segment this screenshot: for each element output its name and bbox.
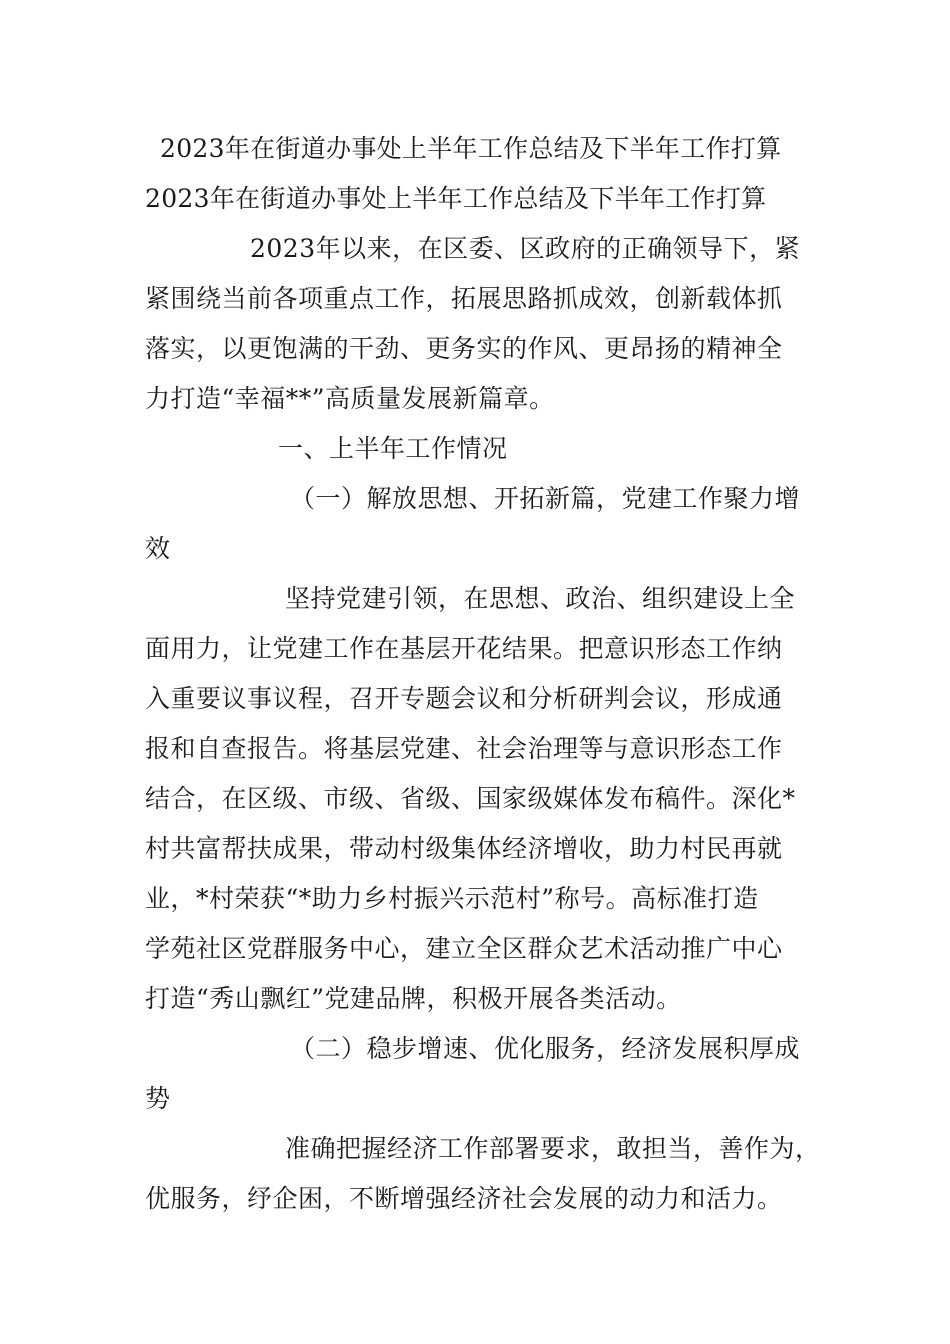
paragraph-line: 学苑社区党群服务中心，建立全区群众艺术活动推广中心 bbox=[145, 934, 783, 963]
paragraph-line: 打造“秀山飘红”党建品牌，积极开展各类活动。 bbox=[145, 984, 682, 1013]
intro-line-1: 2023年以来，在区委、区政府的正确领导下，紧 bbox=[250, 234, 801, 263]
paragraph-line: 报和自查报告。将基层党建、社会治理等与意识形态工作 bbox=[145, 734, 783, 763]
paragraph-line: 准确把握经济工作部署要求，敢担当，善作为， bbox=[285, 1134, 821, 1163]
subsection-2-heading-line-2: 势 bbox=[145, 1084, 171, 1113]
paragraph-line: 村共富帮扶成果，带动村级集体经济增收，助力村民再就 bbox=[145, 834, 783, 863]
document-title: 2023年在街道办事处上半年工作总结及下半年工作打算 bbox=[160, 134, 782, 163]
intro-line-3: 落实，以更饱满的干劲、更务实的作风、更昂扬的精神全 bbox=[145, 334, 783, 363]
paragraph-line: 入重要议事议程，召开专题会议和分析研判会议，形成通 bbox=[145, 684, 783, 713]
subsection-1-heading-line-1: （一）解放思想、开拓新篇，党建工作聚力增 bbox=[290, 484, 801, 513]
document-title-repeat: 2023年在街道办事处上半年工作总结及下半年工作打算 bbox=[145, 184, 767, 213]
intro-line-2: 紧围绕当前各项重点工作，拓展思路抓成效，创新载体抓 bbox=[145, 284, 783, 313]
paragraph-line: 结合，在区级、市级、省级、国家级媒体发布稿件。深化* bbox=[145, 784, 796, 813]
section-heading: 一、上半年工作情况 bbox=[278, 434, 508, 463]
paragraph-line: 业，*村荣获“*助力乡村振兴示范村”称号。高标准打造 bbox=[145, 884, 759, 913]
paragraph-line: 坚持党建引领，在思想、政治、组织建设上全 bbox=[285, 584, 796, 613]
paragraph-line: 优服务，纾企困，不断增强经济社会发展的动力和活力。 bbox=[145, 1184, 783, 1213]
paragraph-line: 面用力，让党建工作在基层开花结果。把意识形态工作纳 bbox=[145, 634, 783, 663]
subsection-1-heading-line-2: 效 bbox=[145, 534, 171, 563]
subsection-2-heading-line-1: （二）稳步增速、优化服务，经济发展积厚成 bbox=[290, 1034, 801, 1063]
intro-line-4: 力打造“幸福**”高质量发展新篇章。 bbox=[145, 384, 555, 413]
